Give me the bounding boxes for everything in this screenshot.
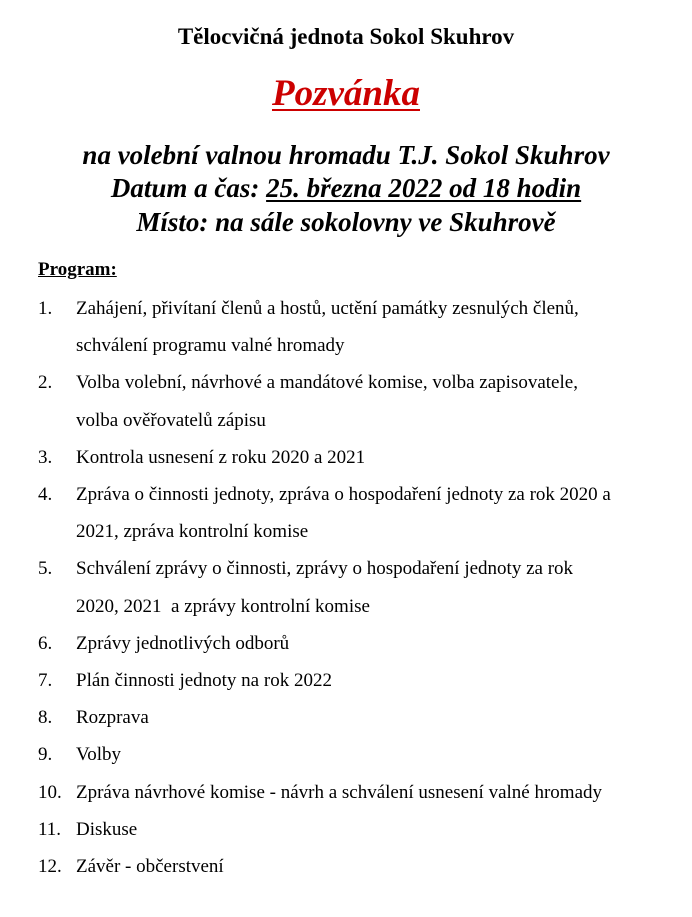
agenda-item	[38, 811, 688, 848]
agenda-item-text: Zpráva o činnosti jednoty, zpráva o hospodaření jednoty za rok 2020 a 2021, zpráva kontrolní komise	[76, 484, 611, 543]
agenda-item-text: Kontrola usnesení z roku 2020 a 2021	[76, 446, 366, 468]
agenda-item	[38, 848, 688, 885]
agenda-item-text: Schválení zprávy o činnosti, zprávy o hospodaření jednoty za rok 2020, 2021 a zprávy kontrolní komise	[76, 558, 574, 617]
agenda-item	[38, 290, 688, 364]
agenda-item-number: 8.	[38, 707, 53, 729]
agenda-item-number: 12.	[38, 856, 62, 878]
agenda-item-number: 4.	[38, 484, 53, 506]
agenda-item	[38, 439, 688, 476]
agenda-item-text: Rozprava	[76, 707, 149, 729]
agenda-item-text: Volba volební, návrhové a mandátové komise, volba zapisovatele, volba ověřovatelů zápisu	[76, 372, 578, 431]
agenda-item-number: 11.	[38, 818, 62, 840]
agenda-item-number: 10.	[38, 781, 62, 803]
agenda-item-number: 6.	[38, 632, 53, 654]
agenda-item-text: Závěr - občerstvení	[76, 856, 224, 878]
agenda-item	[38, 550, 688, 624]
agenda-item	[38, 476, 688, 550]
agenda-item	[38, 699, 688, 736]
agenda-item-text: Zahájení, přivítaní členů a hostů, uctění památky zesnulých členů, schválení programu valné hromady	[76, 298, 579, 357]
meeting-place: Místo: na sále sokolovny ve Skuhrově	[136, 207, 556, 237]
agenda-list	[38, 290, 688, 885]
agenda-item-number: 1.	[38, 298, 53, 319]
meeting-datetime	[0, 171, 692, 205]
datetime-value: 25. března 2022 od 18 hodin	[266, 173, 582, 203]
agenda-item-number: 5.	[38, 558, 53, 580]
agenda-item-text: Volby	[76, 744, 122, 766]
agenda-item-text: Plán činnosti jednoty na rok 2022	[76, 670, 332, 692]
agenda-item-number: 3.	[38, 446, 53, 468]
agenda-item-text: Diskuse	[76, 818, 138, 840]
program-heading: Program:	[38, 259, 117, 280]
agenda-item-number: 2.	[38, 372, 53, 394]
agenda-item	[38, 736, 688, 773]
organization-name: Tělocvičná jednota Sokol Skuhrov	[177, 24, 515, 49]
invitation-title: Pozvánka	[272, 73, 420, 114]
agenda-item-number: 9.	[38, 744, 53, 766]
agenda-item-text: Zpráva návrhové komise - návrh a schválení usnesení valné hromady	[76, 781, 603, 803]
agenda-item	[38, 364, 688, 438]
meeting-description: na volební valnou hromadu T.J. Sokol Skuhrov	[82, 140, 610, 170]
datetime-label: Datum a čas:	[110, 173, 267, 203]
agenda-item	[38, 662, 688, 699]
agenda-item-number: 7.	[38, 670, 53, 692]
agenda-item	[38, 774, 688, 811]
agenda-item	[38, 625, 688, 662]
agenda-item-text: Zprávy jednotlivých odborů	[76, 632, 290, 654]
